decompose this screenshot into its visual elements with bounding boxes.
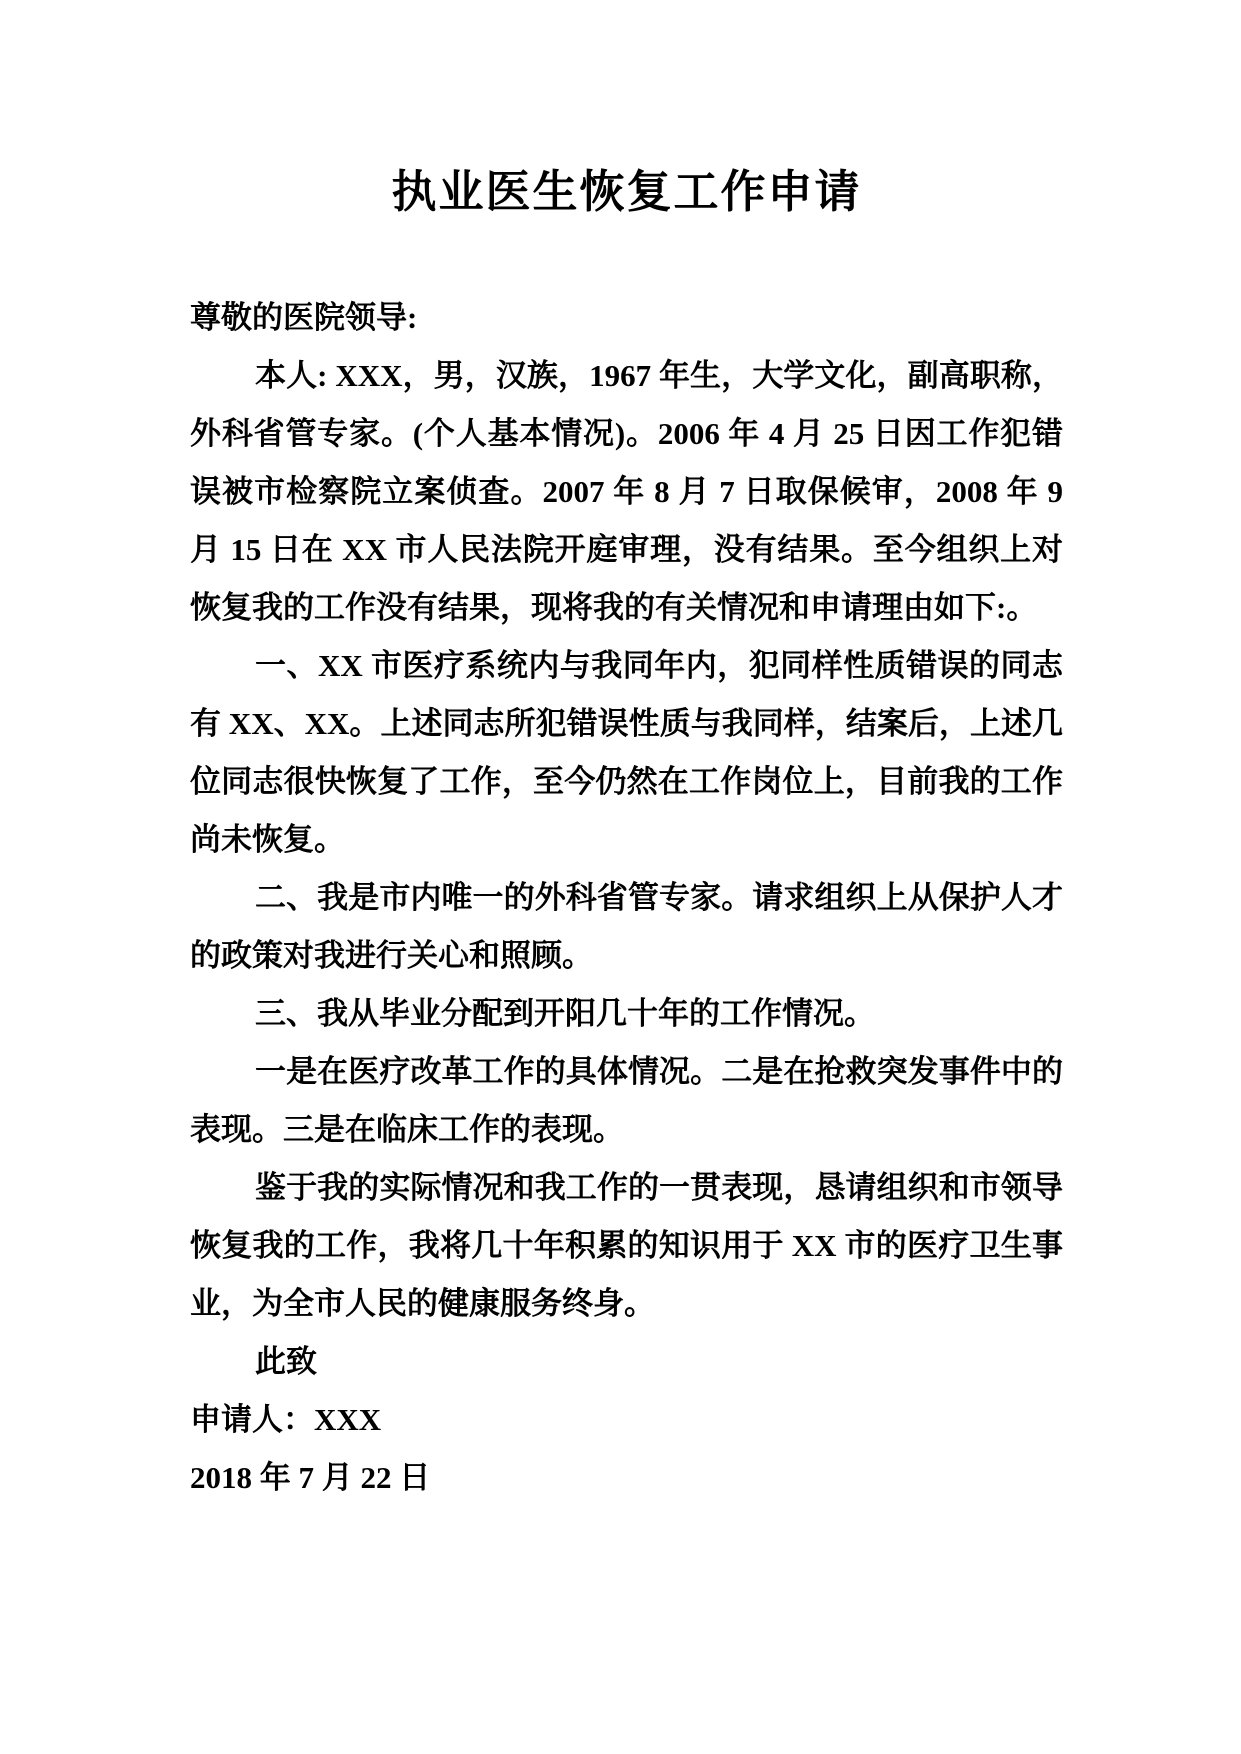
closing-phrase: 此致 <box>255 1344 317 1379</box>
salutation-line: 尊敬的医院领导: <box>190 300 418 335</box>
paragraph-sub-points: 一是在医疗改革工作的具体情况。二是在抢救突发事件中的表现。三是在临床工作的表现。 <box>190 1054 1063 1147</box>
paragraph-conclusion: 鉴于我的实际情况和我工作的一贯表现，恳请组织和市领导恢复我的工作，我将几十年积累的知识用于 XX 市的医疗卫生事业，为全市人民的健康服务终身。 <box>190 1170 1063 1321</box>
paragraph-point-3: 三、我从毕业分配到开阳几十年的工作情况。 <box>255 996 875 1031</box>
paragraph-personal-intro: 本人: XXX，男，汉族，1967 年生，大学文化，副高职称，外科省管专家。(个人基本情况)。2006 年 4 月 25 日因工作犯错误被市检察院立案侦查。2007 年 8 月 7 日取保候审，2008 年 9 月 15 日在 XX 市人民法院开庭审理，没有结果。至今组织上对恢复我的工作没有结果，现将我的有关情况和申请理由如下:。 <box>190 358 1063 625</box>
paragraph-point-2: 二、我是市内唯一的外科省管专家。请求组织上从保护人才的政策对我进行关心和照顾。 <box>190 880 1063 973</box>
date-line: 2018 年 7 月 22 日 <box>190 1460 431 1495</box>
paragraph-point-1: 一、XX 市医疗系统内与我同年内，犯同样性质错误的同志有 XX、XX。上述同志所犯错误性质与我同样，结案后，上述几位同志很快恢复了工作，至今仍然在工作岗位上，目前我的工作尚未恢复。 <box>190 648 1063 857</box>
signature-line: 申请人：XXX <box>190 1402 382 1437</box>
document-title: 执业医生恢复工作申请 <box>391 167 862 217</box>
document-body <box>190 289 1063 1507</box>
